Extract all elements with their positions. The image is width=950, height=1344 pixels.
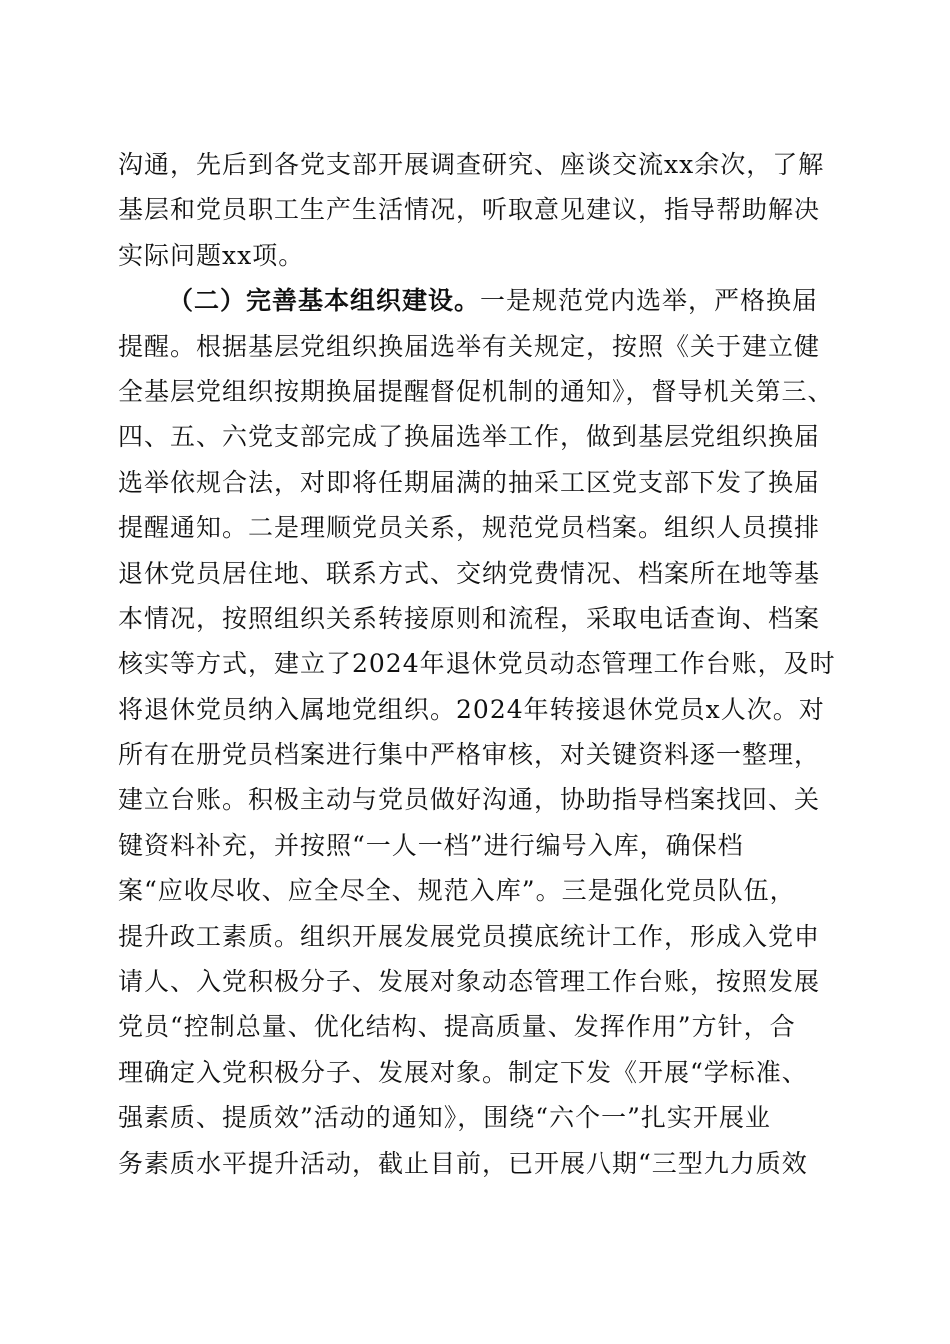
section-first-line <box>118 278 858 323</box>
text-line: 基层和党员职工生产生活情况，听取意见建议，指导帮助解决 <box>118 195 821 225</box>
text-line: 全基层党组织按期换届提醒督促机制的通知》，督导机关第三、 <box>118 376 834 406</box>
text-line: 强素质、提质效”活动的通知》，围绕“六个一”扎实开展业 <box>118 1103 771 1133</box>
text-line: 案“应收尽收、应全尽全、规范入库”。三是强化党员队伍， <box>118 876 796 906</box>
text-line: 党员“控制总量、优化结构、提高质量、发挥作用”方针，合 <box>118 1012 796 1042</box>
text-line: 理确定入党积极分子、发展对象。制定下发《开展“学标准、 <box>118 1057 808 1087</box>
text-line: 退休党员居住地、联系方式、交纳党费情况、档案所在地等基 <box>118 558 821 588</box>
text-line: 键资料补充，并按照“一人一档”进行编号入库，确保档 <box>118 830 744 860</box>
text-line: 将退休党员纳入属地党组织。2024年转接退休党员x人次。对 <box>118 694 825 724</box>
text-line: 提醒。根据基层党组织换届选举有关规定，按照《关于建立健 <box>118 331 821 361</box>
text-line: 实际问题xx项。 <box>118 240 305 270</box>
text-line: 提升政工素质。组织开展发展党员摸底统计工作，形成入党申 <box>118 921 821 951</box>
text-line: 提醒通知。二是理顺党员关系，规范党员档案。组织人员摸排 <box>118 513 821 543</box>
text-line: 核实等方式，建立了2024年退休党员动态管理工作台账，及时 <box>118 649 836 679</box>
text-line: 所有在册党员档案进行集中严格审核，对关键资料逐一整理， <box>118 740 821 770</box>
text-line: 建立台账。积极主动与党员做好沟通，协助指导档案找回、关 <box>118 785 821 815</box>
text-line: 请人、入党积极分子、发展对象动态管理工作台账，按照发展 <box>118 967 821 997</box>
body-text <box>118 142 858 1186</box>
text-line: 本情况，按照组织关系转接原则和流程，采取电话查询、档案 <box>118 603 821 633</box>
text-line: 沟通，先后到各党支部开展调查研究、座谈交流xx余次，了解 <box>118 150 825 179</box>
section-heading: （二）完善基本组织建设。 <box>168 286 481 316</box>
text-line: 务素质水平提升活动，截止目前，已开展八期“三型九力质效 <box>118 1148 808 1178</box>
section-first-line-text: 一是规范党内选举，严格换届 <box>480 286 819 316</box>
text-line: 四、五、六党支部完成了换届选举工作，做到基层党组织换届 <box>118 422 821 452</box>
text-line: 选举依规合法，对即将任期届满的抽采工区党支部下发了换届 <box>118 467 821 497</box>
